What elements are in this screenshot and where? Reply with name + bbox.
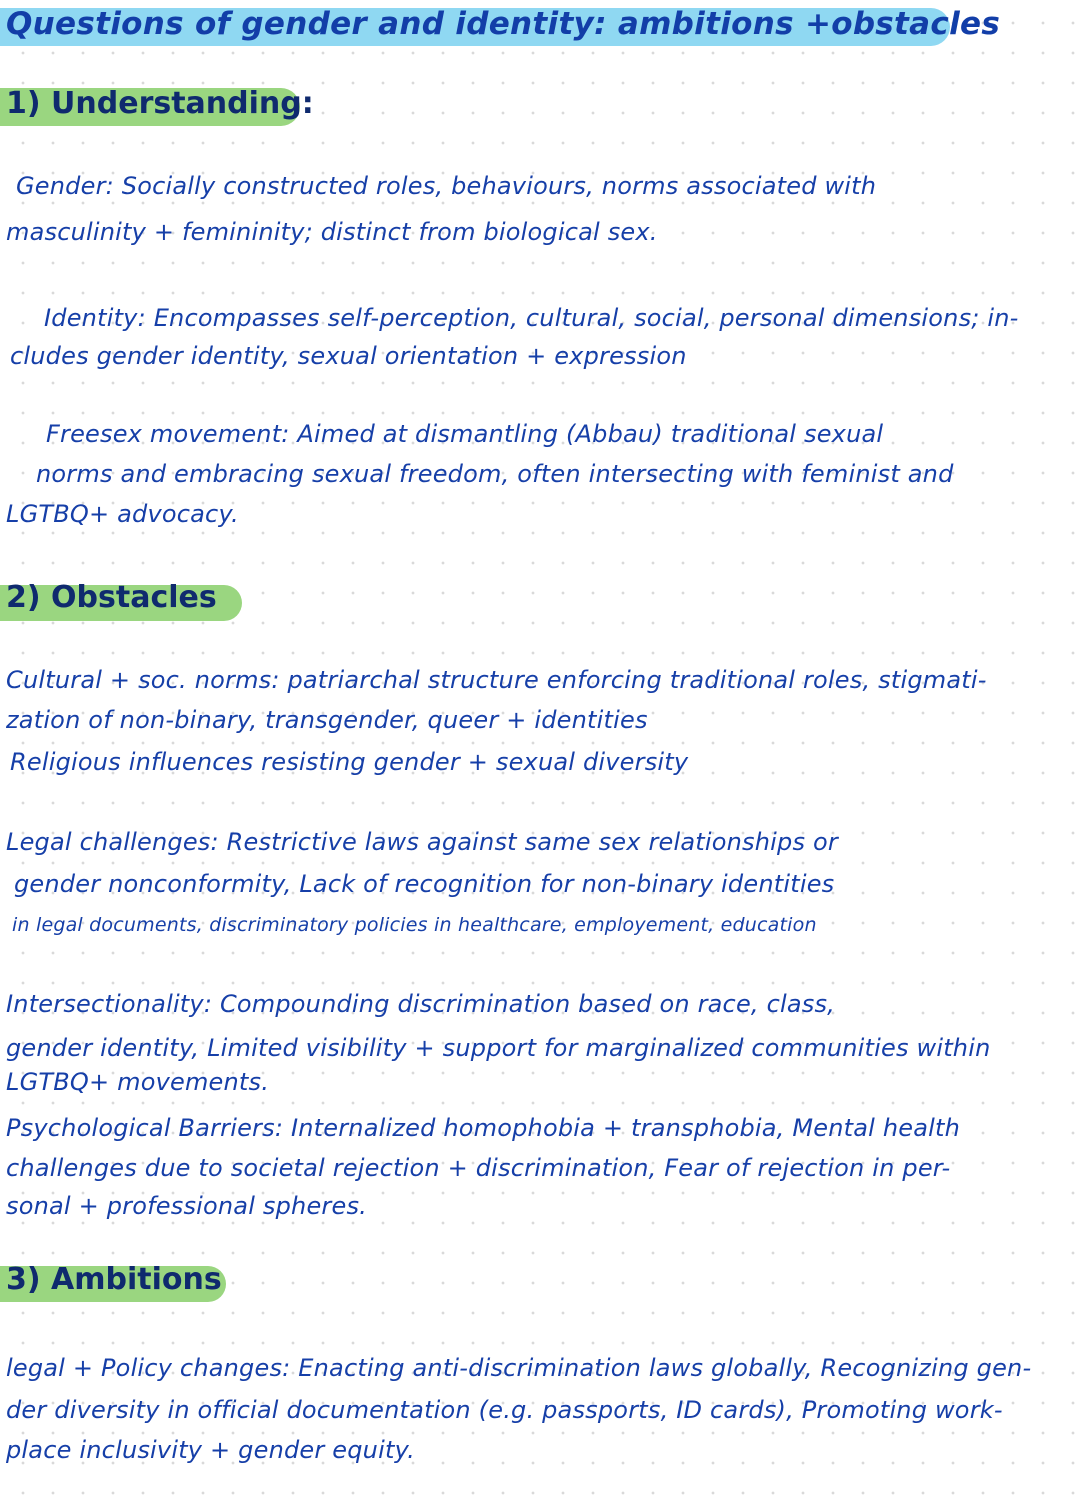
page-title: Questions of gender and identity: ambitions +obstacles bbox=[6, 6, 1001, 42]
legal-line-1: Legal challenges: Restrictive laws against same sex relationships or bbox=[6, 828, 838, 856]
psychological-line-2: challenges due to societal rejection + discrimination, Fear of rejection in per- bbox=[6, 1154, 951, 1182]
section-heading-understanding: 1) Understanding: bbox=[6, 86, 314, 121]
cultural-line-2: zation of non-binary, transgender, queer + identities bbox=[6, 706, 648, 734]
intersectionality-line-2: gender identity, Limited visibility + support for marginalized communities within bbox=[6, 1034, 991, 1062]
legal-policy-line-1: legal + Policy changes: Enacting anti-discrimination laws globally, Recognizing gen- bbox=[6, 1354, 1032, 1382]
freesex-line-1: Freesex movement: Aimed at dismantling (Abbau) traditional sexual bbox=[46, 420, 884, 448]
cultural-line-3: Religious influences resisting gender + sexual diversity bbox=[10, 748, 689, 776]
gender-line-2: masculinity + femininity; distinct from biological sex. bbox=[6, 218, 658, 246]
identity-line-2: cludes gender identity, sexual orientation + expression bbox=[10, 342, 687, 370]
cultural-line-1: Cultural + soc. norms: patriarchal structure enforcing traditional roles, stigmati- bbox=[6, 666, 987, 694]
identity-line-1: Identity: Encompasses self-perception, cultural, social, personal dimensions; in- bbox=[44, 304, 1019, 332]
section-heading-ambitions: 3) Ambitions bbox=[6, 1262, 222, 1297]
psychological-line-1: Psychological Barriers: Internalized homophobia + transphobia, Mental health bbox=[6, 1114, 960, 1142]
legal-line-3: in legal documents, discriminatory policies in healthcare, employement, education bbox=[12, 914, 817, 936]
gender-line-1: Gender: Socially constructed roles, behaviours, norms associated with bbox=[16, 172, 877, 200]
psychological-line-3: sonal + professional spheres. bbox=[6, 1192, 367, 1220]
legal-policy-line-3: place inclusivity + gender equity. bbox=[6, 1436, 415, 1464]
freesex-line-3: LGTBQ+ advocacy. bbox=[6, 500, 239, 528]
section-heading-obstacles: 2) Obstacles bbox=[6, 580, 217, 615]
legal-policy-line-2: der diversity in official documentation (e.g. passports, ID cards), Promoting work- bbox=[6, 1396, 1003, 1424]
freesex-line-2: norms and embracing sexual freedom, often intersecting with feminist and bbox=[36, 460, 954, 488]
intersectionality-line-1: Intersectionality: Compounding discrimination based on race, class, bbox=[6, 990, 835, 1018]
intersectionality-line-3: LGTBQ+ movements. bbox=[6, 1068, 270, 1096]
legal-line-2: gender nonconformity, Lack of recognition for non-binary identities bbox=[14, 870, 835, 898]
